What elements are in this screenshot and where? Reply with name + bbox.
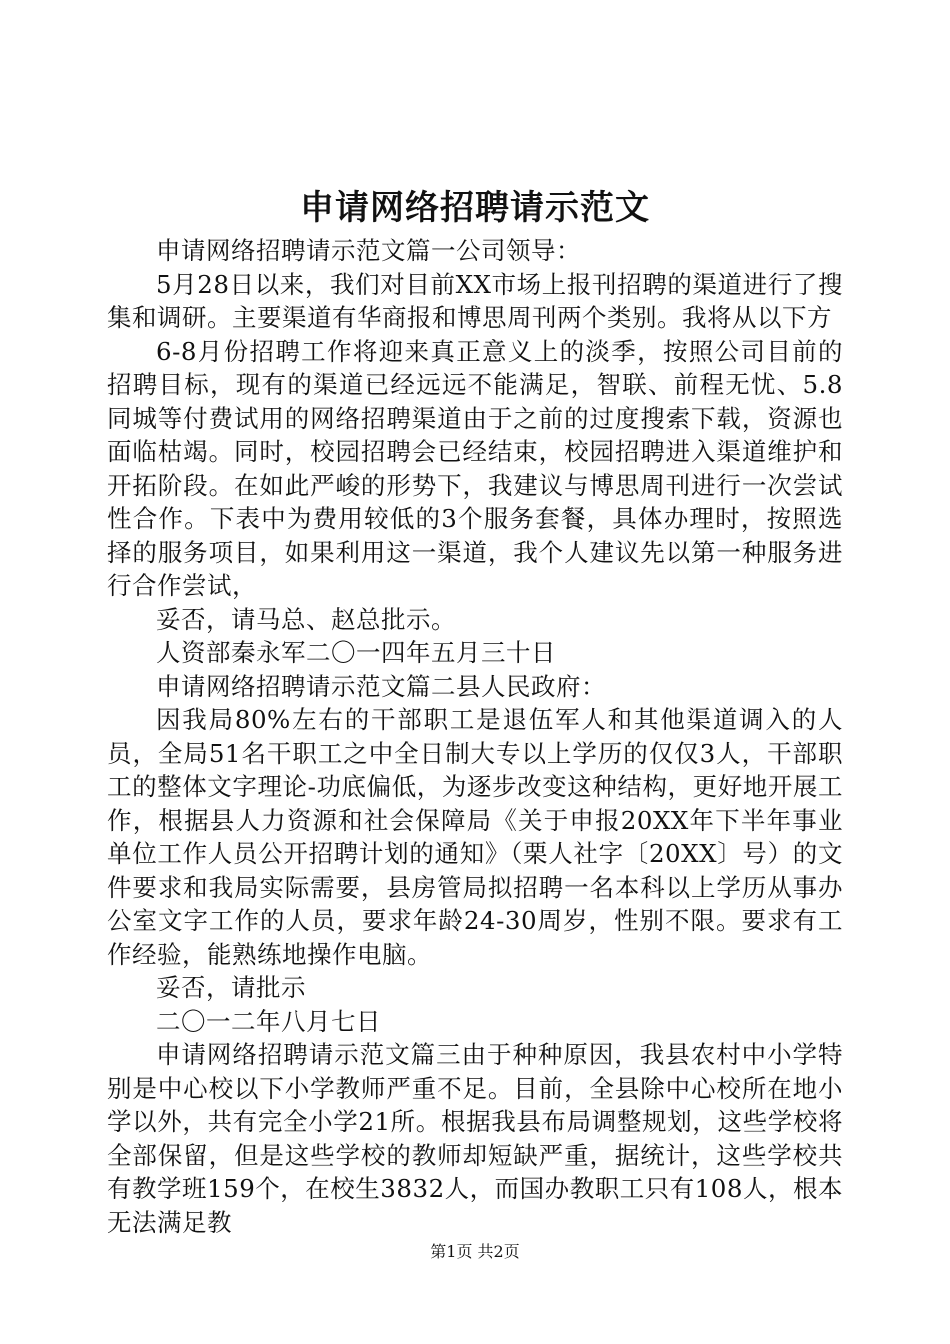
document-body [107,234,843,1239]
paragraph: 6-8月份招聘工作将迎来真正意义上的淡季，按照公司目前的招聘目标，现有的渠道已经远远不能满足，智联、前程无忧、5.8同城等付费试用的网络招聘渠道由于之前的过度搜索下载，资源也面临枯竭。同时，校园招聘会已经结束，校园招聘进入渠道维护和开拓阶段。在如此严峻的形势下，我建议与博思周刊进行一次尝试性合作。下表中为费用较低的3个服务套餐，具体办理时，按照选择的服务项目，如果利用这一渠道，我个人建议先以第一种服务进行合作尝试， [107,336,843,600]
paragraph: 因我局80%左右的干部职工是退伍军人和其他渠道调入的人员，全局51名干职工之中全日制大专以上学历的仅仅3人，干部职工的整体文字理论-功底偏低，为逐步改变这种结构，更好地开展工作，根据县人力资源和社会保障局《关于申报20XX年下半年事业单位工作人员公开招聘计划的通知》（栗人社字〔20XX〕号）的文件要求和我局实际需要，县房管局拟招聘一名本科以上学历从事办公室文字工作的人员，要求年龄24-30周岁，性别不限。要求有工作经验，能熟练地操作电脑。 [107,705,843,969]
paragraph: 申请网络招聘请示范文篇二县人民政府： [156,671,606,701]
paragraph: 二〇一二年八月七日 [156,1006,381,1036]
paragraph: 申请网络招聘请示范文篇三由于种种原因，我县农村中小学特别是中心校以下小学教师严重不足。目前，全县除中心校所在地小学以外，共有完全小学21所。根据我县布局调整规划，这些学校将全部保留，但是这些学校的教师却短缺严重，据统计，这些学校共有教学班159个，在校生3832人，而国办教职工只有108人，根本无法满足教 [107,1040,843,1237]
paragraph: 妥否，请批示 [156,973,306,1002]
paragraph: 人资部秦永军二〇一四年五月三十日 [156,638,556,667]
document-title: 申请网络招聘请示范文 [300,188,650,228]
paragraph: 5月28日以来，我们对目前XX市场上报刊招聘的渠道进行了搜集和调研。主要渠道有华商报和博思周刊两个类别。我将从以下方 [107,269,843,332]
page-footer: 第1页 共2页 [430,1242,520,1261]
paragraph: 妥否，请马总、赵总批示。 [156,604,456,634]
paragraph: 申请网络招聘请示范文篇一公司领导： [156,236,581,265]
